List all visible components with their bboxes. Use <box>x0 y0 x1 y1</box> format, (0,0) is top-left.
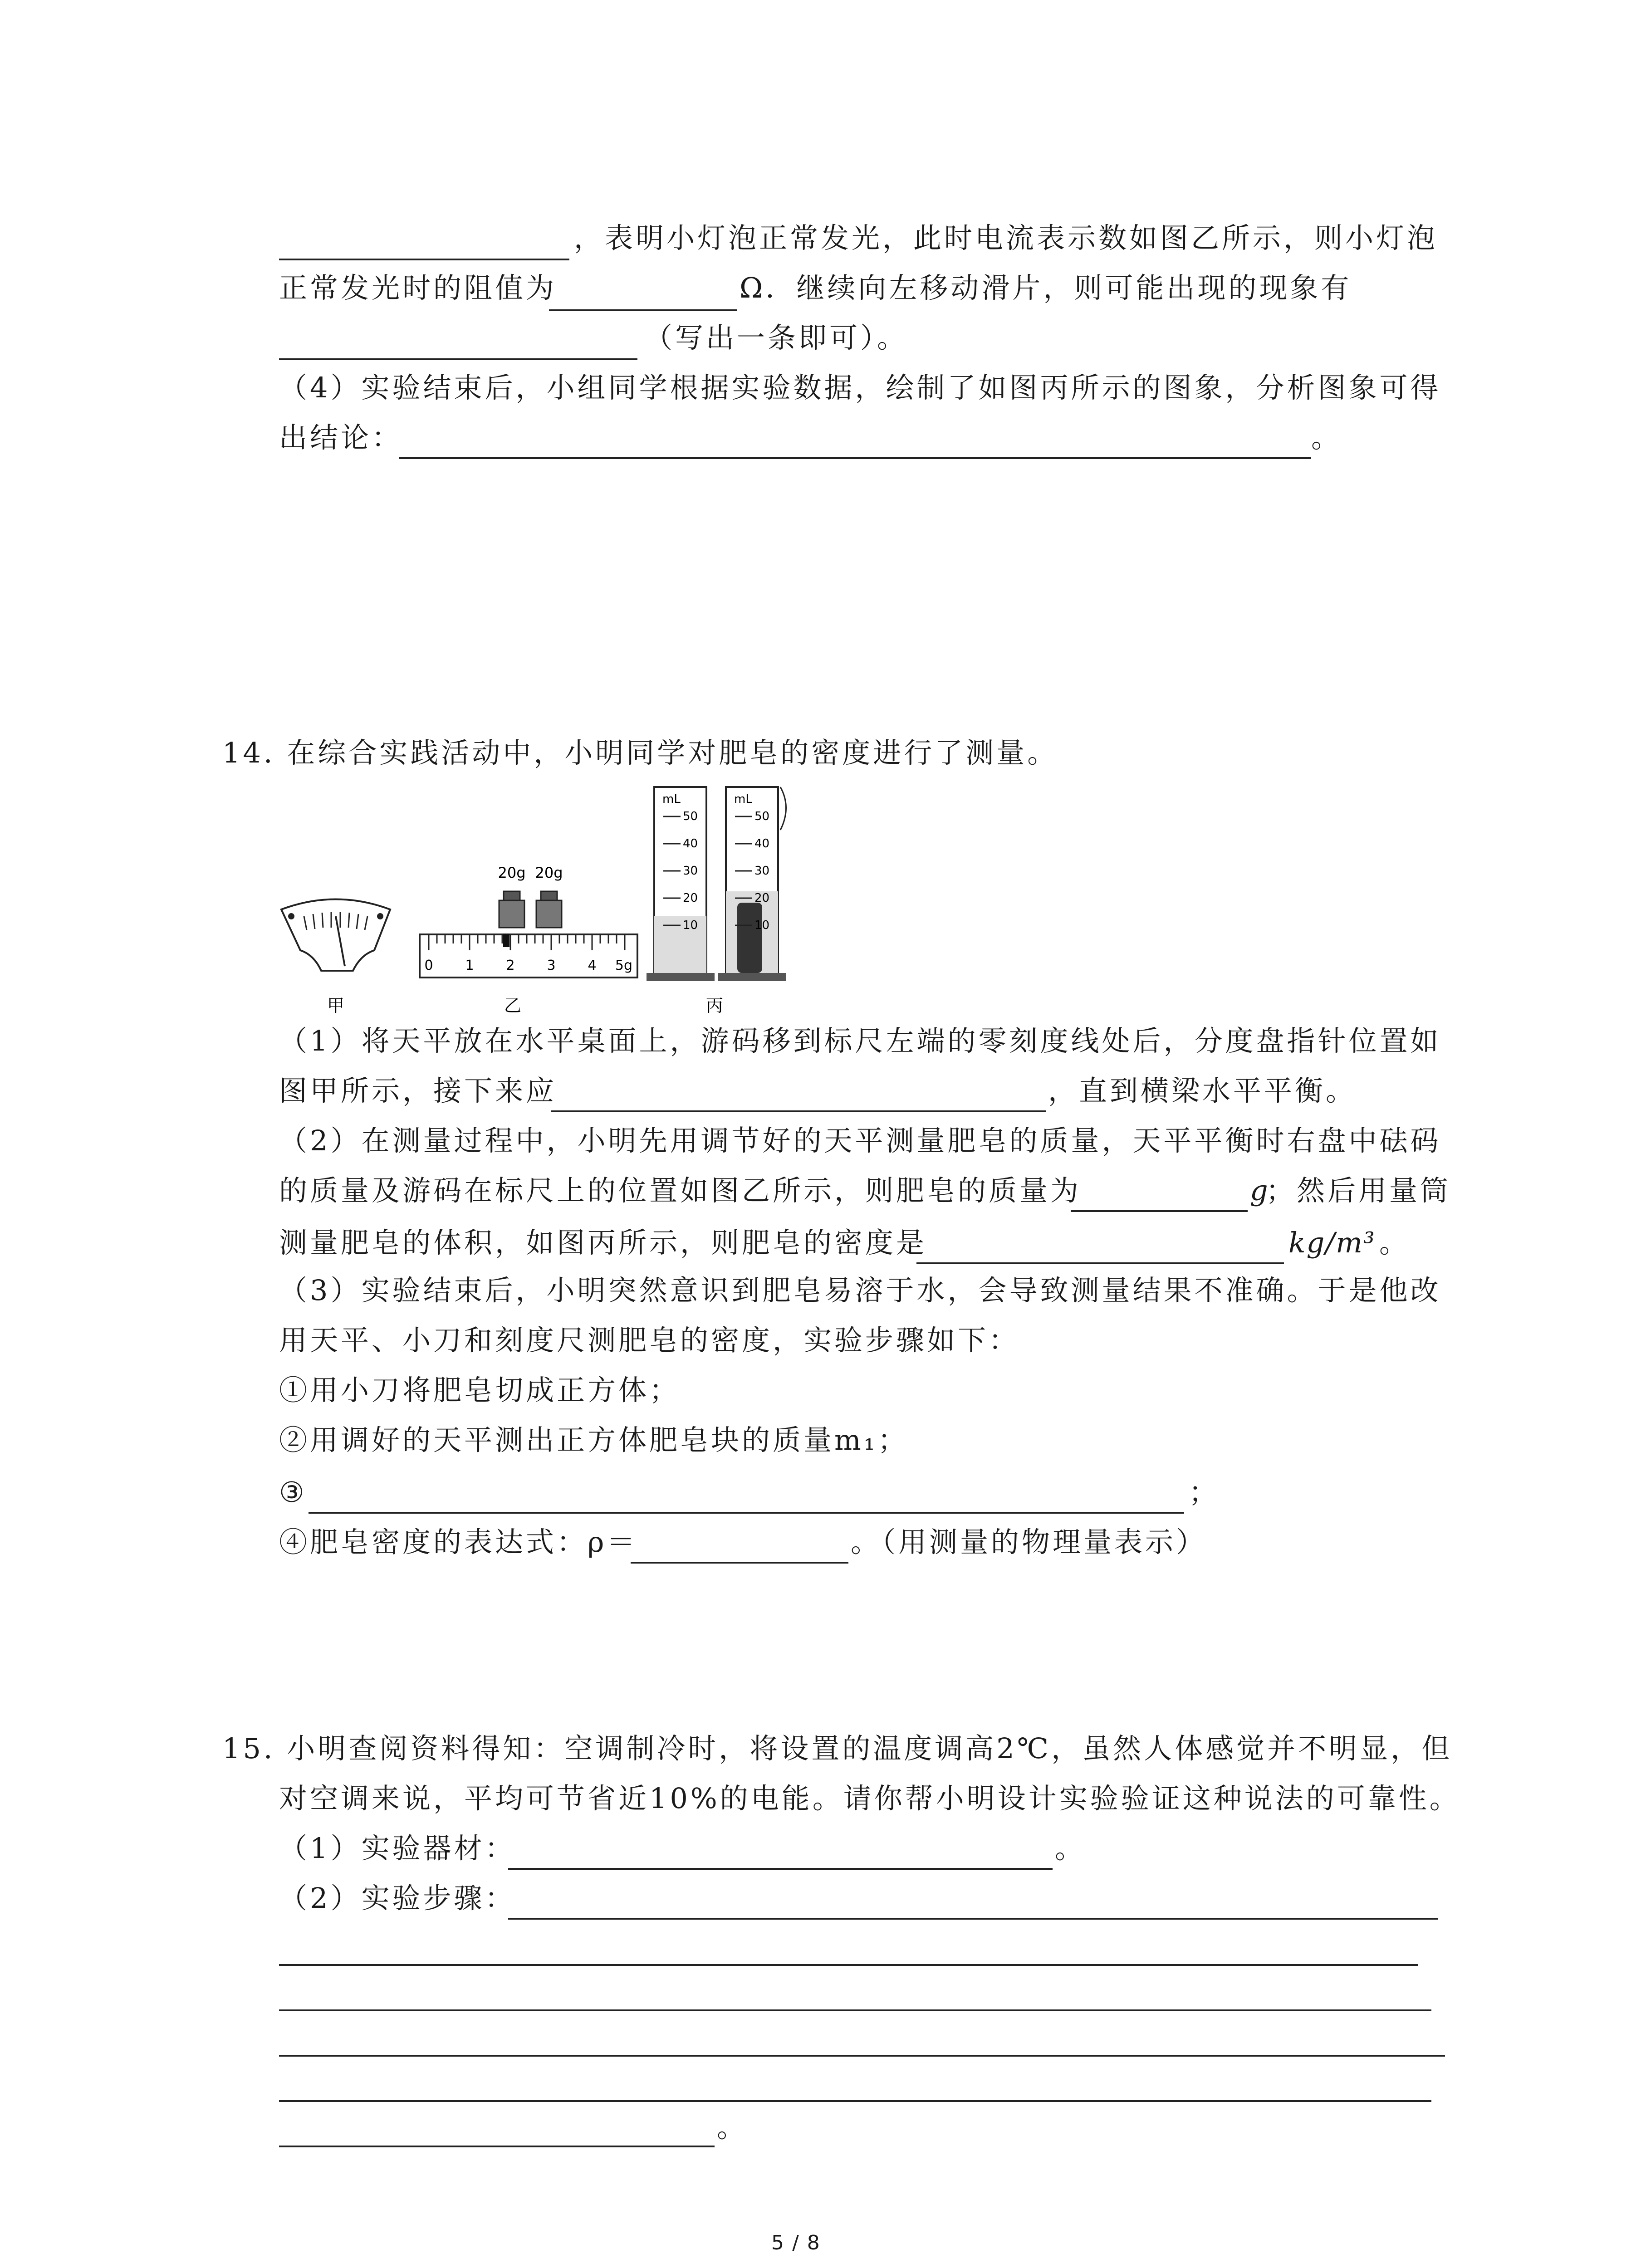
blank-14-density[interactable] <box>916 1262 1284 1264</box>
blank-14-step3[interactable] <box>309 1512 1184 1514</box>
blank-13-conclusion[interactable] <box>399 457 1311 459</box>
blank-15-steps-2[interactable] <box>279 1964 1418 1966</box>
scale-tick-1: 1 <box>465 958 474 973</box>
cylinders-bing <box>647 787 786 981</box>
q13-line5b: 。 <box>1311 421 1342 454</box>
blank-13-3a[interactable] <box>279 259 569 260</box>
dial-plate-jia <box>281 899 390 971</box>
q15-end: 。 <box>717 2111 748 2144</box>
blank-15-steps-1[interactable] <box>508 1918 1438 1920</box>
q14-step1: ①用小刀将肥皂切成正方体； <box>279 1374 681 1407</box>
q14-step2: ②用调好的天平测出正方体肥皂块的质量m₁； <box>279 1423 909 1457</box>
q14-p2f: kg/m³ <box>1288 1226 1376 1259</box>
cyl1-tick-50: 50 <box>683 810 698 823</box>
q14-step3b: ； <box>1189 1476 1220 1509</box>
q14-p2a: （2）在测量过程中，小明先用调节好的天平测量肥皂的质量，天平平衡时右盘中砝码 <box>279 1124 1441 1157</box>
figure-label-bing: 丙 <box>705 996 724 1016</box>
cyl2-tick-40: 40 <box>754 837 770 850</box>
cyl2-tick-20: 20 <box>754 891 770 905</box>
weight-label-1: 20g <box>498 864 526 881</box>
figure-label-jia: 甲 <box>327 996 345 1016</box>
weights-and-scale-yi <box>420 864 637 978</box>
q14-p2d: ；然后用量筒 <box>1266 1174 1451 1207</box>
cyl1-tick-20: 20 <box>683 891 698 905</box>
cyl1-unit: mL <box>662 792 681 806</box>
scale-tick-5g: 5g <box>615 958 633 973</box>
q14-p1a: （1）将天平放在水平桌面上，游码移到标尺左端的零刻度线处后，分度盘指针位置如 <box>279 1024 1441 1057</box>
q15-p1: （1）实验器材： <box>279 1832 516 1865</box>
blank-14-adjust[interactable] <box>551 1110 1046 1112</box>
q14-step4a: ④肥皂密度的表达式：ρ＝ <box>279 1525 638 1559</box>
weight-label-2: 20g <box>535 864 563 881</box>
q14-p2e: 测量肥皂的体积，如图丙所示，则肥皂的密度是 <box>279 1226 927 1259</box>
q14-step3a: ③ <box>279 1476 307 1509</box>
blank-15-steps-6[interactable] <box>279 2146 715 2147</box>
scale-tick-0: 0 <box>424 958 433 973</box>
q13-line1: ，表明小灯泡正常发光，此时电流表示数如图乙所示，则小灯泡 <box>574 221 1438 254</box>
cyl2-unit: mL <box>734 792 752 806</box>
page-number: 5 / 8 <box>771 2231 821 2254</box>
scale-tick-2: 2 <box>506 958 515 973</box>
q15-p2: （2）实验步骤： <box>279 1882 516 1915</box>
cyl2-tick-10: 10 <box>754 919 770 932</box>
q14-step4b: 。（用测量的物理量表示） <box>851 1525 1207 1559</box>
figure-label-yi: 乙 <box>504 996 522 1016</box>
cyl1-tick-40: 40 <box>683 837 698 850</box>
blank-13-resistance[interactable] <box>549 309 737 311</box>
scale-tick-3: 3 <box>547 958 556 973</box>
q13-line5a: 出结论： <box>279 421 403 454</box>
q13-line2a: 正常发光时的阻值为 <box>279 271 557 304</box>
cyl2-tick-50: 50 <box>754 810 770 823</box>
blank-15-equipment[interactable] <box>508 1868 1053 1870</box>
q14-p2g: 。 <box>1379 1226 1411 1259</box>
cyl2-tick-30: 30 <box>754 864 770 878</box>
blank-15-steps-4[interactable] <box>279 2055 1445 2057</box>
q15-p1-end: 。 <box>1055 1832 1086 1865</box>
scale-tick-4: 4 <box>588 958 597 973</box>
q14-stem: 14. 在综合实践活动中，小明同学对肥皂的密度进行了测量。 <box>222 736 1058 769</box>
q13-line4: （4）实验结束后，小组同学根据实验数据，绘制了如图丙所示的图象，分析图象可得 <box>279 371 1441 404</box>
blank-14-expression[interactable] <box>631 1562 848 1564</box>
q14-p2b: 的质量及游码在标尺上的位置如图乙所示，则肥皂的质量为 <box>279 1174 1082 1207</box>
blank-15-steps-5[interactable] <box>279 2100 1431 2102</box>
q14-p1c: ，直到横梁水平平衡。 <box>1048 1074 1357 1107</box>
q14-figure <box>272 780 839 1016</box>
blank-14-mass[interactable] <box>1071 1210 1248 1212</box>
cyl1-tick-30: 30 <box>683 864 698 878</box>
blank-13-phenomenon[interactable] <box>279 358 637 360</box>
q13-line3: （写出一条即可）。 <box>644 321 908 354</box>
q14-p2c: g <box>1250 1174 1269 1207</box>
q13-line2b: Ω．继续向左移动滑片，则可能出现的现象有 <box>740 271 1352 304</box>
q15-line2: 对空调来说，平均可节省近10%的电能。请你帮小明设计实验验证这种说法的可靠性。 <box>279 1782 1460 1815</box>
q14-p3b: 用天平、小刀和刻度尺测肥皂的密度，实验步骤如下： <box>279 1324 1020 1357</box>
blank-15-steps-3[interactable] <box>279 2009 1431 2011</box>
q15-line1: 15. 小明查阅资料得知：空调制冷时，将设置的温度调高2℃，虽然人体感觉并不明显，但 <box>222 1732 1453 1765</box>
cyl1-tick-10: 10 <box>683 919 698 932</box>
q14-p1b: 图甲所示，接下来应 <box>279 1074 557 1107</box>
q14-p3a: （3）实验结束后，小明突然意识到肥皂易溶于水，会导致测量结果不准确。于是他改 <box>279 1274 1441 1307</box>
